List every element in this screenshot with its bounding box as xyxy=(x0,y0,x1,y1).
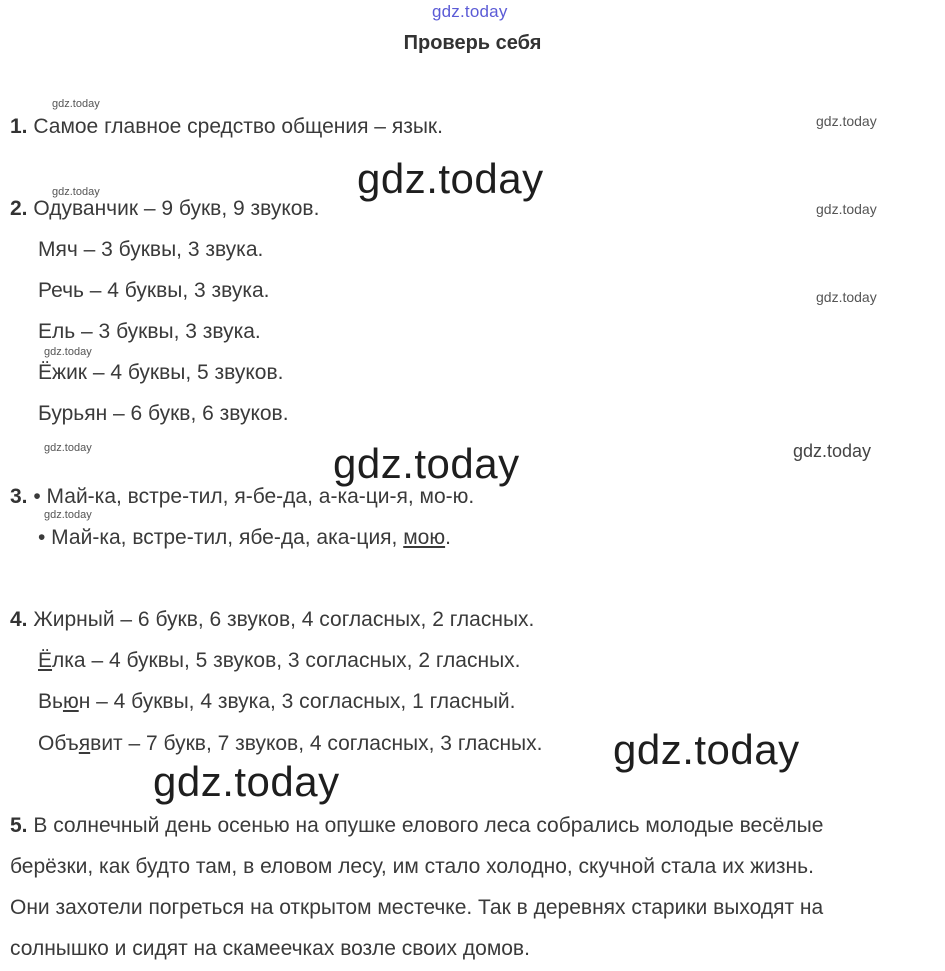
answer-5-line-4: солнышко и сидят на скамеечках возле своих домов. xyxy=(10,937,530,960)
underlined-letter: я xyxy=(78,732,91,755)
underlined-letter: ю xyxy=(62,690,79,713)
answer-5-line-3: Они захотели погреться на открытом местечке. Так в деревнях старики выходят на xyxy=(10,896,824,919)
answer-2-line-6: Бурьян – 6 букв, 6 звуков. xyxy=(38,402,289,425)
watermark: gdz.today xyxy=(333,440,520,487)
watermark: gdz.today xyxy=(44,509,92,521)
answer-4-line-3 xyxy=(38,690,516,714)
answer-text-start: Вь xyxy=(38,690,63,713)
watermark: gdz.today xyxy=(357,155,544,202)
answer-2-line-2: Мяч – 3 буквы, 3 звука. xyxy=(38,238,264,261)
answer-3-line-2 xyxy=(38,526,451,550)
answer-5-line-2: берёзки, как будто там, в еловом лесу, им стало холодно, скучной стала их жизнь. xyxy=(10,855,814,878)
answer-number: 5. xyxy=(10,814,28,837)
answer-text: вит – 7 букв, 7 звуков, 4 согласных, 3 гласных. xyxy=(90,732,543,755)
site-header-watermark: gdz.today xyxy=(432,2,508,21)
answer-text: • Май-ка, встре-тил, ябе-да, ака-ция, xyxy=(38,526,404,549)
watermark: gdz.today xyxy=(52,186,100,198)
answer-3-line-1 xyxy=(10,485,474,509)
watermark: gdz.today xyxy=(816,289,877,305)
answer-text: В солнечный день осенью на опушке елового леса собрались молодые весёлые xyxy=(33,814,824,837)
answer-2-line-3: Речь – 4 буквы, 3 звука. xyxy=(38,279,270,302)
watermark: gdz.today xyxy=(816,113,877,129)
answer-text-end: . xyxy=(445,526,451,549)
answer-4-line-2 xyxy=(38,649,521,673)
answer-5-line-1 xyxy=(10,814,823,838)
watermark: gdz.today xyxy=(52,98,100,110)
answer-number: 3. xyxy=(10,485,28,508)
answer-number: 4. xyxy=(10,608,28,631)
answer-number: 1. xyxy=(10,115,28,138)
answer-1 xyxy=(10,115,443,139)
watermark: gdz.today xyxy=(816,201,877,217)
answer-2-line-1 xyxy=(10,197,319,221)
answer-number: 2. xyxy=(10,197,28,220)
watermark: gdz.today xyxy=(793,441,872,461)
watermark: gdz.today xyxy=(613,726,800,773)
answer-text: Жирный – 6 букв, 6 звуков, 4 согласных, 2 гласных. xyxy=(33,608,535,631)
answer-text: Самое главное средство общения – язык. xyxy=(33,115,443,138)
answer-4-line-4 xyxy=(38,732,542,756)
answer-4-line-1 xyxy=(10,608,534,632)
answer-text: н – 4 буквы, 4 звука, 3 согласных, 1 гласный. xyxy=(78,690,516,713)
watermark: gdz.today xyxy=(44,346,92,358)
answer-2-line-5: Ёжик – 4 буквы, 5 звуков. xyxy=(38,361,284,384)
answer-text: лка – 4 буквы, 5 звуков, 3 согласных, 2 гласных. xyxy=(52,649,521,672)
answer-text-start: Объ xyxy=(38,732,79,755)
watermark: gdz.today xyxy=(44,442,92,454)
answer-text: • Май-ка, встре-тил, я-бе-да, а-ка-ци-я, мо-ю. xyxy=(33,485,475,508)
watermark: gdz.today xyxy=(153,758,340,805)
underlined-word: мою xyxy=(403,526,446,549)
answer-text: Одуванчик – 9 букв, 9 звуков. xyxy=(33,197,320,220)
answer-2-line-4: Ель – 3 буквы, 3 звука. xyxy=(38,320,261,343)
underlined-letter: Ё xyxy=(38,649,53,672)
page-title: Проверь себя xyxy=(403,32,542,54)
